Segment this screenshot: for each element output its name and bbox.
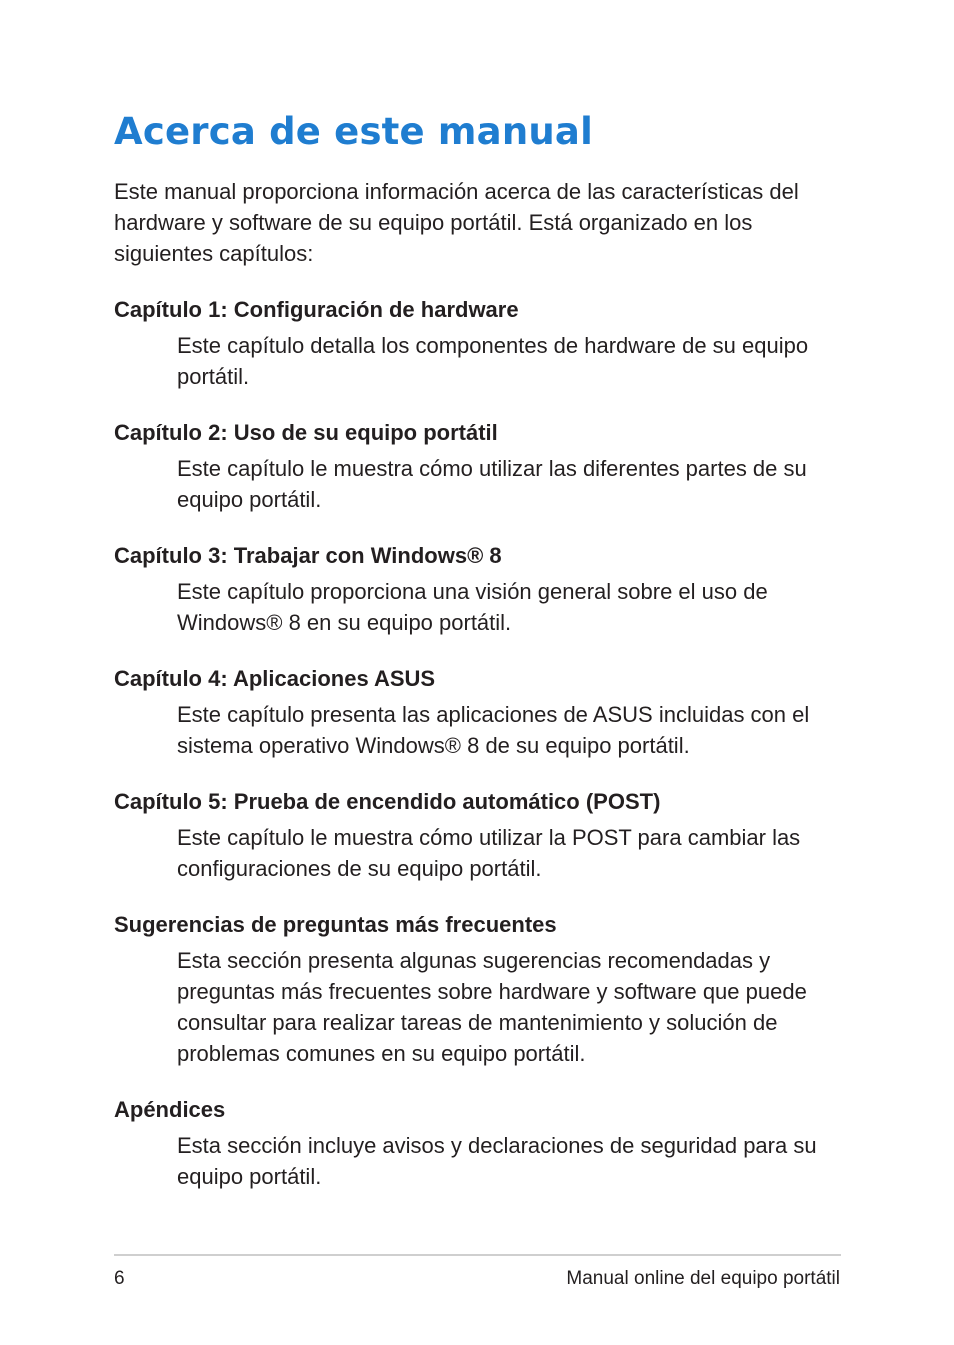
- faq-description: Esta sección presenta algunas sugerencias recomendadas y preguntas más frecuentes sobre hardware y software que puede consultar para realizar tareas de mantenimiento y solución de problemas comunes en su equipo portátil.: [177, 948, 807, 1066]
- appendices-section: [114, 1094, 854, 1192]
- chapter-1-heading: Capítulo 1: Configuración de hardware: [114, 297, 519, 322]
- appendices-heading: Apéndices: [114, 1097, 226, 1122]
- chapter-5-description: Este capítulo le muestra cómo utilizar la POST para cambiar las configuraciones de su equipo portátil.: [177, 825, 801, 881]
- chapter-list: [114, 294, 854, 1217]
- chapter-4-heading: Capítulo 4: Aplicaciones ASUS: [114, 666, 436, 691]
- appendices-description: Esta sección incluye avisos y declaraciones de seguridad para su equipo portátil.: [177, 1133, 817, 1189]
- chapter-2-heading: Capítulo 2: Uso de su equipo portátil: [114, 420, 498, 445]
- faq-heading: Sugerencias de preguntas más frecuentes: [114, 912, 557, 937]
- chapter-2: [114, 417, 854, 515]
- footer-divider: [114, 1254, 841, 1256]
- faq-section: [114, 909, 854, 1069]
- chapter-1-description: Este capítulo detalla los componentes de hardware de su equipo portátil.: [177, 333, 809, 389]
- chapter-4: [114, 663, 854, 761]
- chapter-3-heading: Capítulo 3: Trabajar con Windows® 8: [114, 543, 502, 568]
- intro-paragraph: Este manual proporciona información acerca de las características del hardware y software de su equipo portátil. Está organizado en los siguientes capítulos:: [114, 179, 799, 266]
- chapter-3: [114, 540, 854, 638]
- chapter-5-heading: Capítulo 5: Prueba de encendido automático (POST): [114, 789, 661, 814]
- chapter-2-description: Este capítulo le muestra cómo utilizar las diferentes partes de su equipo portátil.: [177, 456, 807, 512]
- chapter-4-description: Este capítulo presenta las aplicaciones de ASUS incluidas con el sistema operativo Windows® 8 de su equipo portátil.: [177, 702, 810, 758]
- page-number: 6: [114, 1268, 125, 1289]
- footer-manual-title: Manual online del equipo portátil: [566, 1268, 840, 1289]
- chapter-1: [114, 294, 854, 392]
- chapter-3-description: Este capítulo proporciona una visión general sobre el uso de Windows® 8 en su equipo portátil.: [177, 579, 768, 635]
- page-title: Acerca de este manual: [114, 110, 593, 153]
- chapter-5: [114, 786, 854, 884]
